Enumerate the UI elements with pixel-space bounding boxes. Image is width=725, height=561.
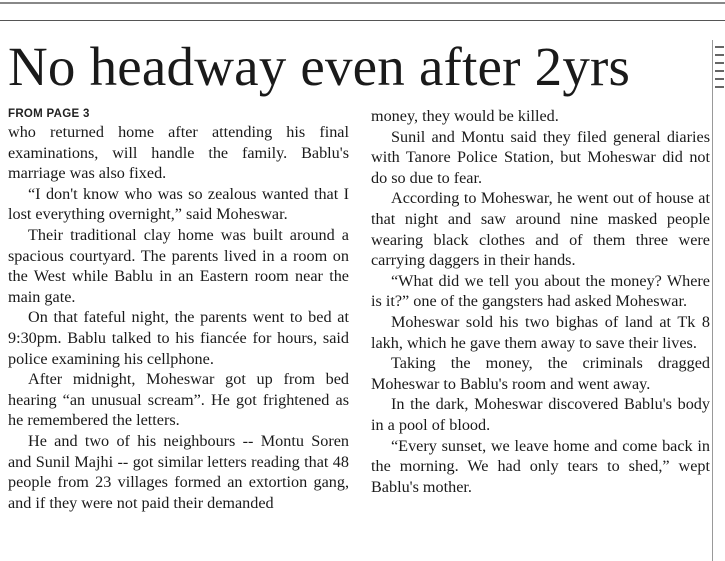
paragraph: who returned home after attending his final examinations, will handle the family. Bablu's marriage was also fixed. [8,123,349,183]
article-column-right [371,106,710,497]
paragraph: After midnight, Moheswar got up from bed hearing “an unusual scream”. He got frightened as he remembered the letters. [8,370,349,430]
paragraph: “What did we tell you about the money? Where is it?” one of the gangsters had asked Moheswar. [371,271,710,311]
paragraph: In the dark, Moheswar discovered Bablu's body in a pool of blood. [371,395,710,434]
paragraph: On that fateful night, the parents went to bed at 9:30pm. Bablu talked to his fiancée for hours, said police examining his cellphone. [8,308,349,368]
article-headline: No headway even after 2yrs [8,36,631,97]
paragraph: He and two of his neighbours -- Montu Soren and Sunil Majhi -- got similar letters reading that 48 people from 23 villages formed an extortion gang, and if they were not paid their demanded [8,431,349,512]
paragraph: According to Moheswar, he went out of house at that night and saw around nine masked people wearing black clothes and of them three were carrying daggers in their hands. [371,189,710,270]
paragraph: Their traditional clay home was built around a spacious courtyard. The parents lived in a room on the West while Bablu in an Eastern room near the main gate. [8,225,349,306]
paragraph: “I don't know who was so zealous wanted that I lost everything overnight,” said Moheswar. [8,184,349,224]
continuation-label: FROM PAGE 3 [8,108,90,120]
paragraph: Sunil and Montu said they filed general diaries with Tanore Police Station, but Moheswar did not do so due to fear. [371,127,710,187]
paragraph: Moheswar sold his two bighas of land at Tk 8 lakh, which he gave them away to save their lives. [371,312,710,352]
top-divider [0,20,725,21]
clipped-top-text [0,0,725,7]
article-column-left [8,106,349,513]
paragraph: “Every sunset, we leave home and come back in the morning. We had only tears to shed,” wept Bablu's mother. [371,436,710,496]
paragraph: money, they would be killed. [371,107,559,125]
paragraph: Taking the money, the criminals dragged Moheswar to Bablu's room and went away. [371,354,710,393]
adjacent-column-edge [712,40,725,561]
